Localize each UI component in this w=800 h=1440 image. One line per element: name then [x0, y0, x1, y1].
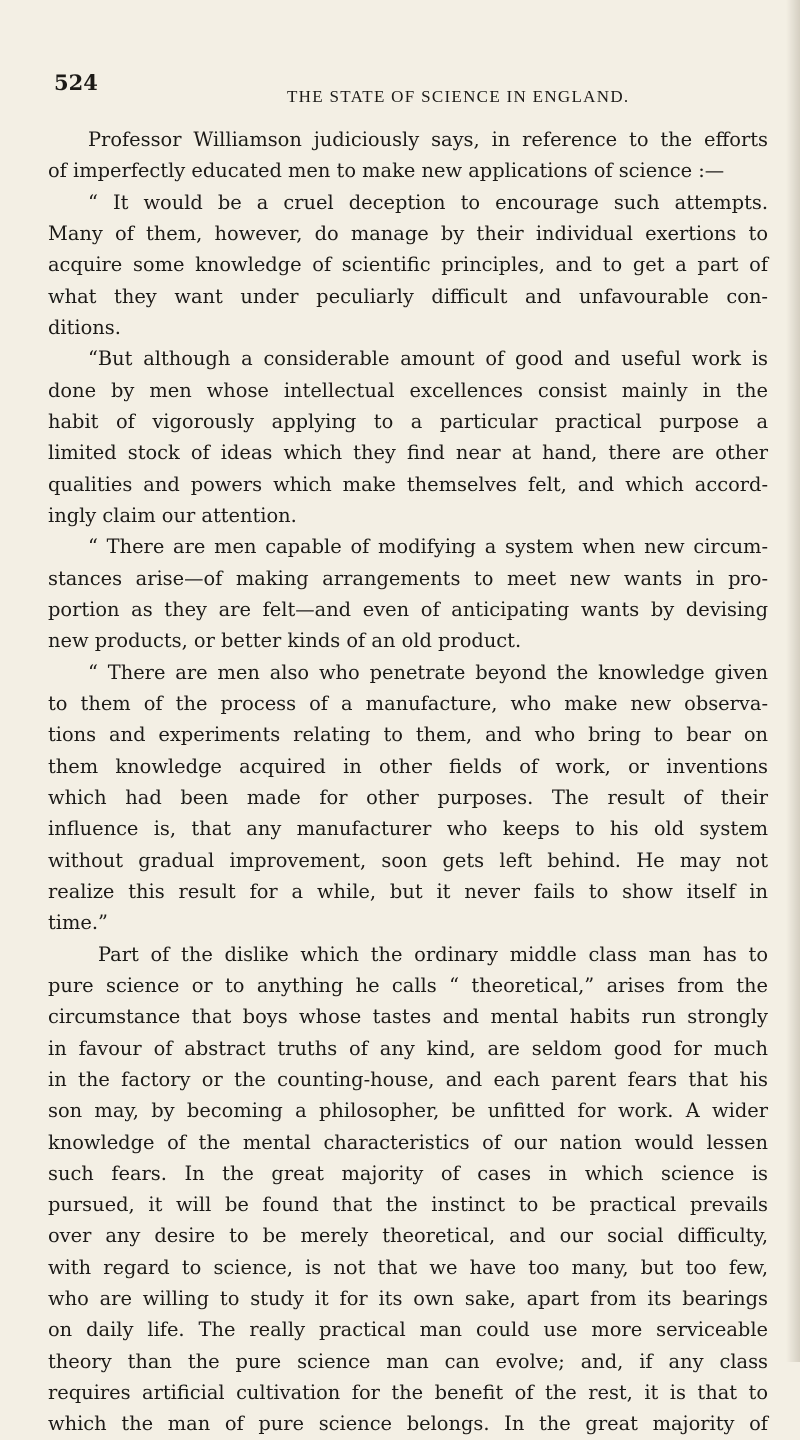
text-line: such fears. In the great majority of cases in which science is — [48, 1161, 768, 1185]
text-line: limited stock of ideas which they find near at hand, there are other — [48, 441, 768, 465]
text-line: pursued, it will be found that the instinct to be practical prevails — [48, 1193, 768, 1217]
text-line: “But although a considerable amount of good and useful work is — [88, 347, 768, 371]
text-line: which had been made for other purposes. The result of their — [48, 785, 768, 809]
text-line: acquire some knowledge of scientific principles, and to get a part of — [48, 253, 768, 277]
text-line: theory than the pure science man can evolve; and, if any class — [48, 1349, 768, 1373]
text-line: new products, or better kinds of an old product. — [48, 629, 522, 653]
text-line: in the factory or the counting-house, and each parent fears that his — [48, 1067, 768, 1091]
text-line: knowledge of the mental characteristics of our nation would lessen — [48, 1130, 768, 1154]
text-line: to them of the process of a manufacture, who make new observa- — [48, 691, 768, 715]
text-line: tions and experiments relating to them, and who bring to bear on — [48, 723, 768, 747]
text-line: portion as they are felt—and even of anticipating wants by devising — [48, 597, 768, 621]
page-spine-shadow — [786, 0, 800, 1362]
text-line: over any desire to be merely theoretical, and our social difficulty, — [48, 1224, 768, 1248]
text-line: in favour of abstract truths of any kind, are seldom good for much — [48, 1036, 768, 1060]
text-line: which the man of pure science belongs. In the great majority of — [48, 1412, 768, 1436]
text-line: Part of the dislike which the ordinary middle class man has to — [98, 942, 768, 966]
body-text — [48, 124, 768, 1440]
text-line: without gradual improvement, soon gets left behind. He may not — [48, 848, 768, 872]
text-line: “ There are men also who penetrate beyond the knowledge given — [88, 660, 768, 684]
text-line: “ It would be a cruel deception to encourage such attempts. — [88, 190, 768, 214]
page-number: 524 — [54, 70, 98, 95]
text-line: requires artificial cultivation for the benefit of the rest, it is that to — [48, 1381, 768, 1405]
text-line: son may, by becoming a philosopher, be unfitted for work. A wider — [48, 1099, 768, 1123]
text-line: what they want under peculiarly difficult and unfavourable con- — [48, 284, 768, 308]
text-line: Professor Williamson judiciously says, in reference to the efforts — [88, 128, 768, 151]
text-line: ditions. — [48, 315, 121, 339]
text-line: with regard to science, is not that we have too many, but too few, — [48, 1255, 768, 1279]
text-line: pure science or to anything he calls “ theoretical,” arises from the — [48, 973, 768, 997]
text-line: “ There are men capable of modifying a system when new circum- — [88, 535, 768, 559]
text-line: qualities and powers which make themselves felt, and which accord- — [48, 472, 768, 496]
text-line: of imperfectly educated men to make new applications of science :— — [48, 159, 725, 183]
text-line: time.” — [48, 911, 108, 935]
text-line: them knowledge acquired in other fields of work, or inventions — [48, 754, 768, 778]
text-line: on daily life. The really practical man could use more serviceable — [48, 1318, 768, 1342]
text-line: who are willing to study it for its own sake, apart from its bearings — [48, 1287, 768, 1311]
running-head: THE STATE OF SCIENCE IN ENGLAND. — [287, 87, 630, 106]
text-line: stances arise—of making arrangements to meet new wants in pro- — [48, 566, 768, 590]
text-line: ingly claim our attention. — [48, 503, 297, 527]
text-line: circumstance that boys whose tastes and mental habits run strongly — [48, 1005, 768, 1029]
text-line: realize this result for a while, but it never fails to show itself in — [48, 879, 768, 903]
text-line: done by men whose intellectual excellences consist mainly in the — [48, 378, 768, 402]
text-line: influence is, that any manufacturer who keeps to his old system — [48, 817, 768, 841]
text-line: Many of them, however, do manage by their individual exertions to — [48, 221, 768, 245]
text-line: habit of vigorously applying to a particular practical purpose a — [48, 409, 768, 433]
